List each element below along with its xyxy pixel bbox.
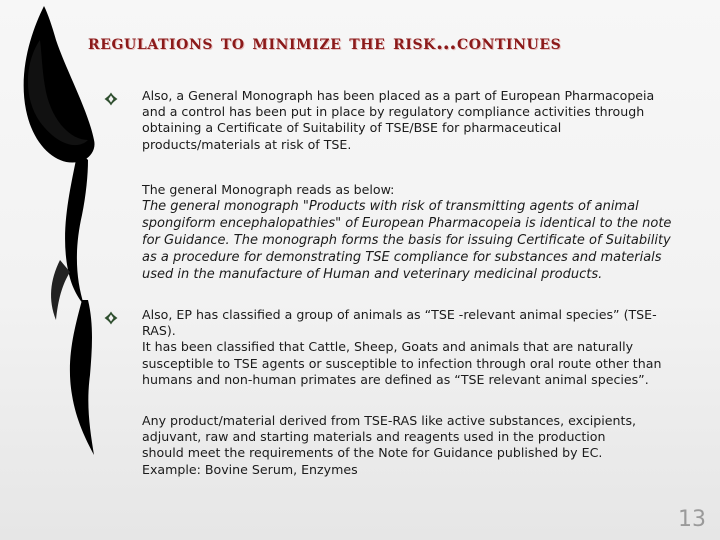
bullet-2-text — [142, 307, 698, 388]
monograph-quote-line: spongiform encephalopathies" of European Pharmacopeia is identical to the note — [142, 216, 672, 231]
bullet-1-text — [142, 88, 698, 153]
products-line: should meet the requirements of the Note for Guidance published by EC. — [142, 445, 603, 461]
bullet-2-line: RAS). — [142, 323, 176, 339]
diamond-bullet-icon — [104, 311, 118, 325]
bullet-1-line: Also, a General Monograph has been placed as a part of European Pharmacopeia — [142, 88, 655, 103]
bullet-2-line: susceptible to TSE agents or susceptible to infection through oral route other than — [142, 355, 662, 371]
bullet-2-line: humans and non-human primates are defined as “TSE relevant animal species”. — [142, 371, 649, 387]
monograph-quote-line: for Guidance. The monograph forms the basis for issuing Certificate of Suitability — [142, 233, 671, 248]
products-line: Any product/material derived from TSE-RAS like active substances, excipients, — [142, 413, 637, 428]
diamond-bullet-icon — [104, 92, 118, 106]
slide-title: regulations to minimize the risk…continues — [88, 30, 562, 54]
products-line: adjuvant, raw and starting materials and reagents used in the production — [142, 429, 606, 445]
monograph-quote — [142, 198, 702, 283]
bullet-1-line: obtaining a Certificate of Suitability of TSE/BSE for pharmaceutical — [142, 120, 562, 136]
monograph-quote-line: The general monograph "Products with risk of transmitting agents of animal — [142, 199, 639, 214]
bullet-2-line: Also, EP has classified a group of animals as “TSE -relevant animal species” (TSE- — [142, 307, 657, 322]
monograph-intro: The general Monograph reads as below: — [142, 182, 395, 197]
page-number: 13 — [678, 507, 706, 532]
monograph-quote-line: as a procedure for demonstrating TSE compliance for substances and materials — [142, 250, 662, 265]
monograph-quote-line: used in the manufacture of Human and veterinary medicinal products. — [142, 267, 603, 282]
black-swash-decoration — [0, 0, 110, 470]
products-line: Example: Bovine Serum, Enzymes — [142, 461, 358, 477]
bullet-2-line: It has been classified that Cattle, Sheep, Goats and animals that are naturally — [142, 339, 634, 355]
bullet-1-line: and a control has been put in place by regulatory compliance activities through — [142, 104, 645, 120]
bullet-1-line: products/materials at risk of TSE. — [142, 136, 352, 152]
products-paragraph — [142, 413, 698, 478]
